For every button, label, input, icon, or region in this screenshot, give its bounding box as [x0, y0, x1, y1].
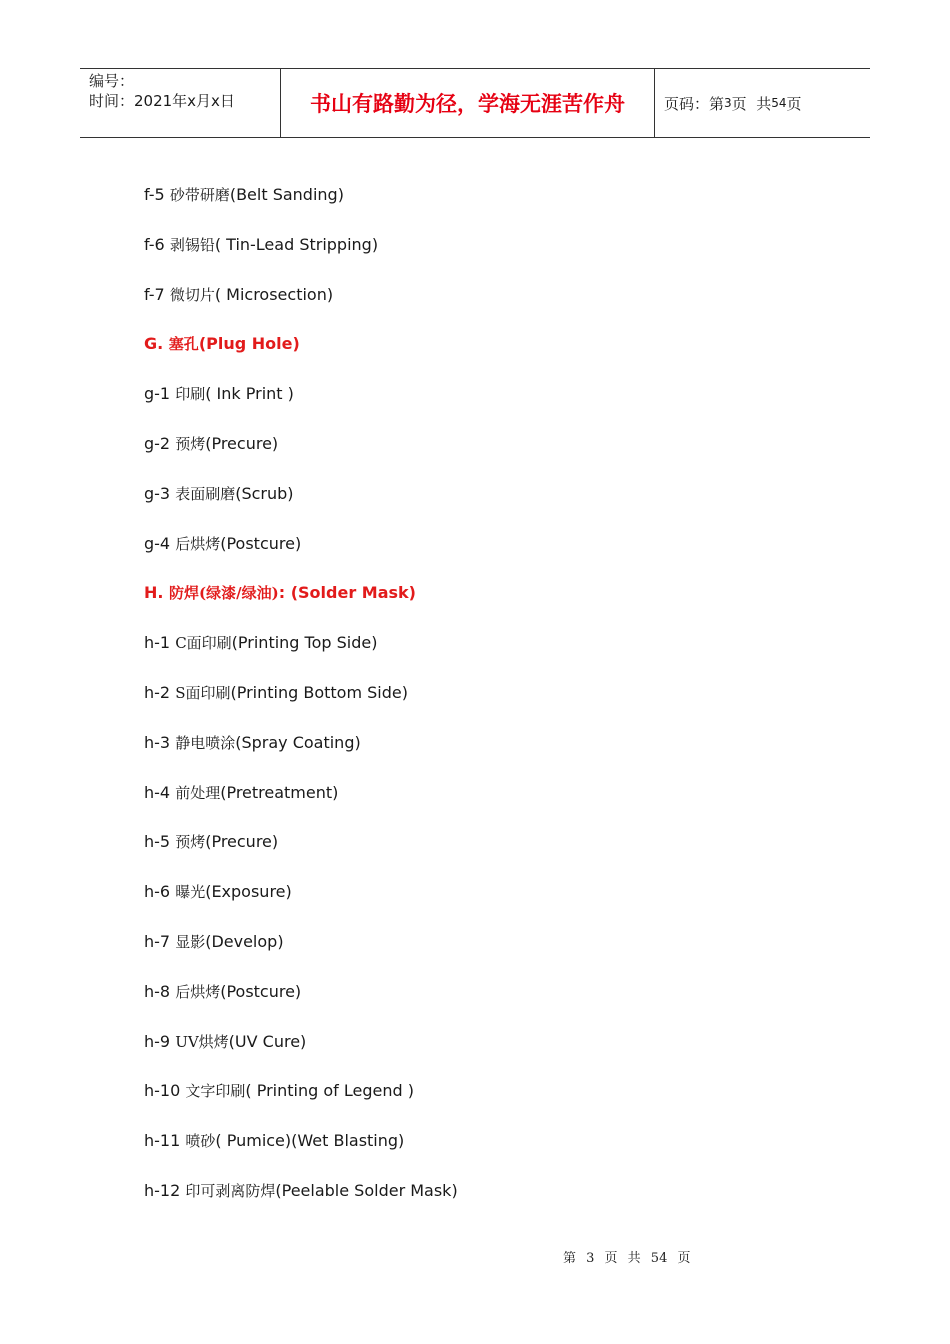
- item-english: (Postcure): [220, 981, 302, 1001]
- item-chinese: 文字印刷: [185, 1082, 246, 1101]
- list-item: [144, 832, 278, 852]
- item-chinese: S面印刷: [175, 684, 231, 702]
- page-prefix: 页码：第: [664, 94, 725, 113]
- item-english: (UV Cure): [228, 1031, 307, 1051]
- item-chinese: 静电喷涂: [175, 733, 236, 752]
- list-item: [144, 733, 361, 753]
- item-english: ( Pumice)(Wet Blasting): [215, 1131, 405, 1151]
- item-chinese: UV烘烤: [175, 1032, 229, 1051]
- item-chinese: 显影: [175, 933, 206, 951]
- item-english: (Precure): [205, 832, 279, 852]
- item-code: h-5: [144, 832, 171, 852]
- list-item: [144, 882, 292, 902]
- item-code: h-3: [144, 732, 171, 752]
- item-chinese: 微切片: [169, 285, 215, 304]
- item-chinese: 喷砂: [185, 1132, 216, 1151]
- list-item: [144, 683, 408, 703]
- page-header: [80, 68, 870, 138]
- list-item: [144, 434, 278, 454]
- list-item: [144, 783, 338, 803]
- section-heading: [144, 583, 416, 603]
- item-english: (Scrub): [235, 483, 294, 503]
- time-label: 时间：2021年x月x日: [89, 92, 235, 110]
- item-code: h-7: [144, 932, 171, 951]
- list-item: [144, 1181, 458, 1201]
- item-chinese: 后烘烤: [175, 982, 221, 1001]
- item-chinese: 预烤: [175, 833, 206, 852]
- list-item: [144, 384, 294, 404]
- item-code: h-4: [144, 782, 171, 802]
- item-code: h-1: [144, 633, 171, 653]
- item-chinese: C面印刷: [175, 634, 232, 653]
- item-english: ( Tin-Lead Stripping): [214, 234, 379, 254]
- page-suffix: 页: [786, 94, 802, 113]
- list-item: [144, 534, 301, 554]
- header-motto: 书山有路勤为径，学海无涯苦作舟: [281, 69, 655, 137]
- item-english: (Exposure): [205, 882, 292, 902]
- item-english: (Precure): [205, 434, 279, 453]
- list-item: [144, 285, 333, 305]
- item-code: g-4: [144, 533, 171, 553]
- item-code: H.: [144, 583, 164, 603]
- item-chinese: 预烤: [175, 435, 206, 453]
- list-item: [144, 235, 378, 255]
- item-code: h-10: [144, 1081, 181, 1101]
- item-code: G.: [144, 334, 164, 354]
- page-footer: 第 3 页 共 54 页: [563, 1251, 691, 1266]
- item-english: (Plug Hole): [198, 334, 300, 354]
- item-code: g-3: [144, 483, 171, 503]
- item-code: f-5: [144, 185, 165, 204]
- item-code: g-2: [144, 434, 171, 453]
- item-chinese: 曝光: [175, 883, 206, 902]
- item-chinese: 前处理: [175, 783, 221, 802]
- item-english: (Printing Bottom Side): [230, 683, 408, 702]
- item-code: f-7: [144, 284, 165, 304]
- item-english: ( Printing of Legend ): [245, 1081, 414, 1101]
- item-code: h-12: [144, 1181, 181, 1200]
- page-current: 3: [724, 96, 732, 110]
- item-chinese: 砂带研磨: [169, 186, 230, 204]
- number-label: 编号：: [89, 72, 135, 90]
- item-english: (Postcure): [220, 533, 302, 553]
- page-mid: 页 共: [731, 94, 772, 113]
- item-code: h-9: [144, 1031, 171, 1051]
- item-english: : (Solder Mask): [278, 583, 416, 603]
- item-code: h-8: [144, 981, 171, 1001]
- item-code: g-1: [144, 384, 171, 404]
- item-english: (Spray Coating): [235, 732, 361, 752]
- item-code: f-6: [144, 234, 165, 254]
- item-chinese: 表面刷磨: [175, 484, 236, 503]
- item-chinese: 印刷: [175, 385, 206, 404]
- list-item: [144, 185, 344, 205]
- list-item: [144, 1081, 414, 1101]
- list-item: [144, 982, 301, 1002]
- item-chinese: 印可剥离防焊: [185, 1182, 276, 1200]
- section-heading: [144, 334, 300, 354]
- item-english: (Pretreatment): [220, 782, 339, 802]
- item-english: (Peelable Solder Mask): [275, 1181, 458, 1200]
- item-chinese: 后烘烤: [175, 534, 221, 553]
- list-item: [144, 1032, 306, 1052]
- item-english: (Printing Top Side): [231, 633, 378, 653]
- list-item: [144, 932, 284, 952]
- item-code: h-2: [144, 683, 171, 702]
- item-chinese: 塞孔: [168, 335, 199, 354]
- item-english: (Develop): [205, 932, 284, 951]
- item-code: h-11: [144, 1131, 181, 1151]
- item-english: (Belt Sanding): [229, 185, 344, 204]
- item-chinese: 防焊(绿漆/绿油): [169, 584, 279, 603]
- list-item: [144, 484, 294, 504]
- header-meta: [80, 69, 281, 137]
- item-english: ( Microsection): [214, 284, 334, 304]
- list-item: [144, 1131, 404, 1151]
- page-total: 54: [771, 96, 787, 110]
- item-english: ( Ink Print ): [205, 384, 294, 404]
- item-chinese: 剥锡铅: [169, 235, 215, 254]
- list-item: [144, 633, 377, 653]
- item-code: h-6: [144, 882, 171, 902]
- header-page-number: [655, 69, 870, 137]
